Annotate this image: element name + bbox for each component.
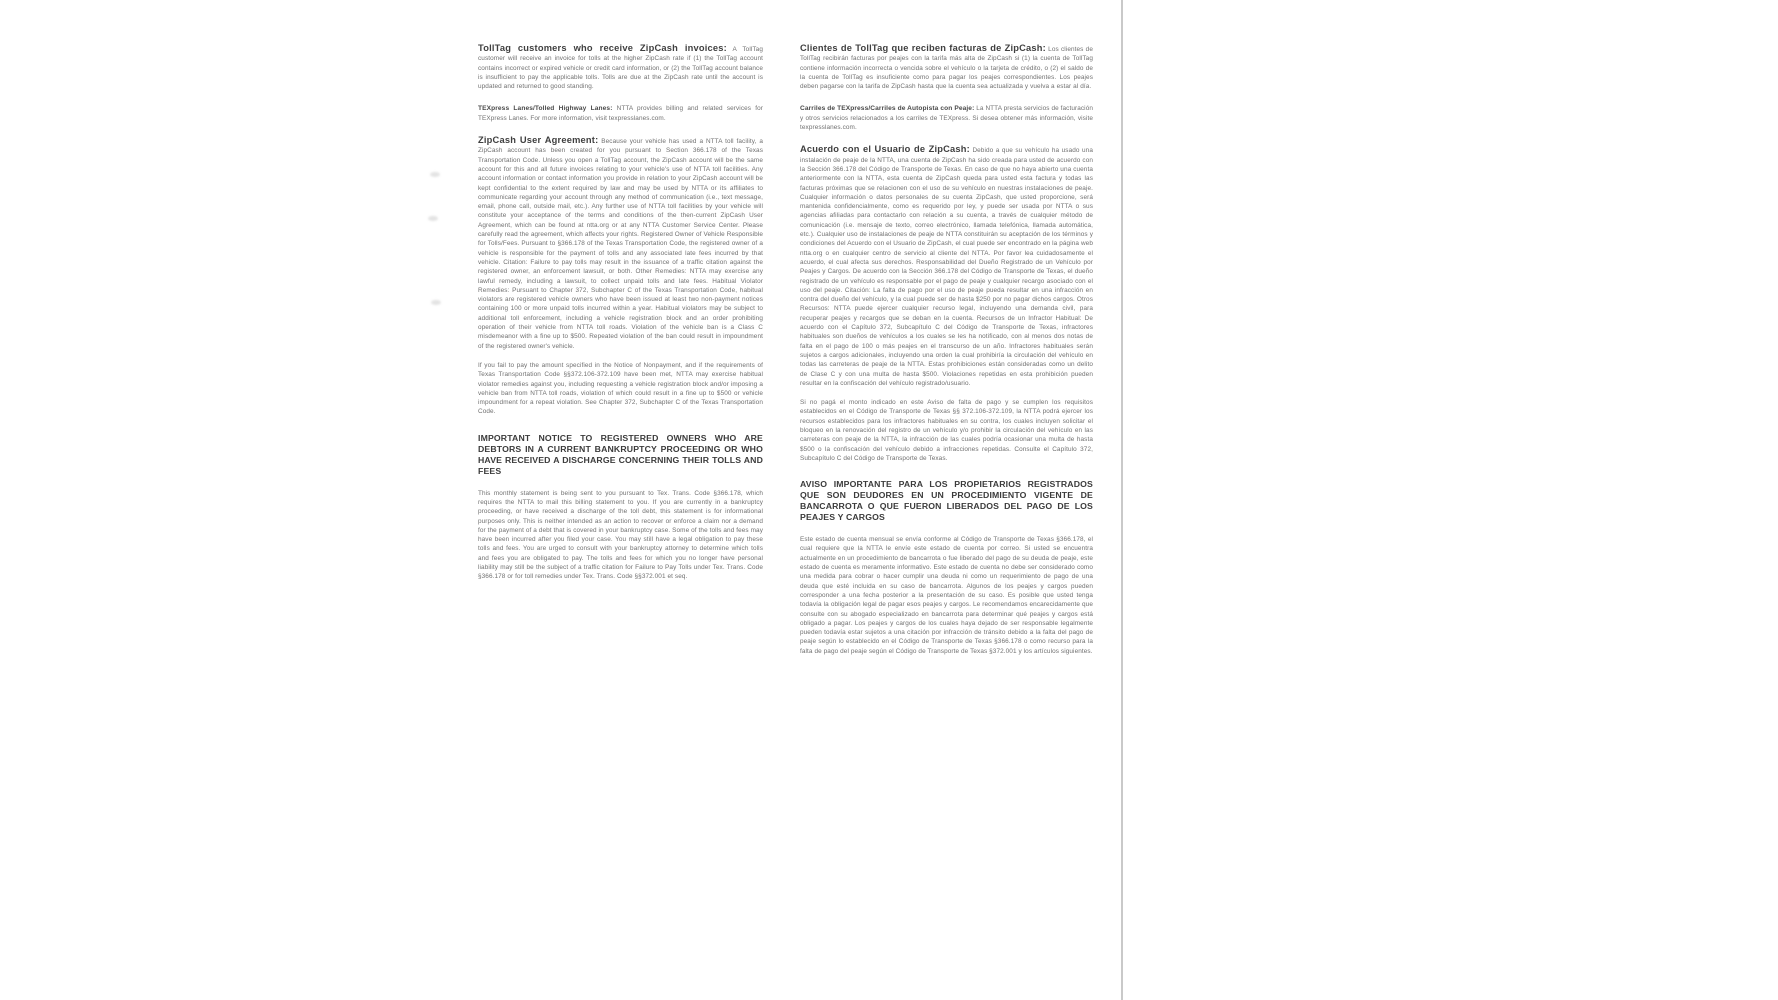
paragraph-bankruptcy-notice [478, 489, 763, 582]
paragraph-clientes-tolltag [800, 44, 1093, 91]
english-column [478, 44, 763, 592]
bankruptcy-notice-text: This monthly statement is being sent to you pursuant to Tex. Trans. Code §366.178, which requires the NTTA to mail this billing statement to you. If you are currently in a bankruptcy proceeding, or have received a discharge of the toll debt, this statement is for informational purposes only. This is neither intended as an action to recover or enforce a claim nor a demand for the payment of a debt that is covered in your bankruptcy case. Some of the tolls and fees may have been incurred after you filed your case. You may still have a legal obligation to pay these tolls and fees. You are urged to consult with your bankruptcy attorney to determine which tolls and fees you are obligated to pay. The tolls and fees for which you no longer have personal liability may still be the subject of a traffic citation for Failure to Pay Tolls under Tex. Trans. Code §366.178 or for toll remedies under Tex. Trans. Code §§372.001 et seq. [478, 489, 763, 581]
nonpayment-notice-text: If you fail to pay the amount specified in the Notice of Nonpayment, and if the requirements of Texas Transportation Code §§372.106-372.109 have been met, NTTA may exercise habitual violator remedies against you, including requesting a vehicle registration block and/or imposing a vehicle ban from NTTA toll roads, violation of which could result in a fine up to $500 or vehicle impoundment for a repeat violation. See Chapter 372, Subchapter C of the Texas Transportation Code. [478, 361, 763, 416]
paragraph-nonpayment-notice [478, 361, 763, 417]
paragraph-aviso-bancarrota [800, 535, 1093, 656]
texpress-lanes-heading: TEXpress Lanes/Tolled Highway Lanes: [478, 105, 613, 113]
tolltag-customers-heading: TollTag customers who receive ZipCash invoices: [478, 43, 727, 53]
scan-artifact [430, 172, 440, 177]
tolltag-customers-text: A TollTag customer will receive an invoice for tolls at the higher ZipCash rate if (1) the TollTag account contains incorrect or expired vehicle or credit card information, or (2) the TollTag account balance is insufficient to pay the applicable tolls. Tolls are due at the ZipCash rate until the account is updated and returned to good standing. [478, 46, 763, 91]
aviso-importante-heading: AVISO IMPORTANTE PARA LOS PROPIETARIOS REGISTRADOS QUE SON DEUDORES EN UN PROCEDIMIENTO VIGENTE DE BANCARROTA O QUE FUERON LIBERADOS DEL PAGO DE LOS PEAJES Y CARGOS [800, 479, 1093, 523]
aviso-falta-pago-text: Si no pagá el monto indicado en este Aviso de falta de pago y se cumplen los requisitos establecidos en el Código de Transporte de Texas §§ 372.106-372.109, la NTTA podrá ejercer los recursos establecidos para los infractores habituales en su contra, los cuales incluyen solicitar el bloqueo en la renovación del registro de un vehículo y/o prohibir la circulación del vehículo en las carreteras con peaje de la NTTA, la infracción de las cuales podría ocasionar una multa de hasta $500 o la confiscación del vehículo debido a infracciones repetidas. Consulte el Capítulo 372, Subcapítulo C del Código de Transporte de Texas. [800, 399, 1093, 462]
zipcash-agreement-text: Because your vehicle has used a NTTA toll facility, a ZipCash account has been created for you pursuant to Section 366.178 of the Texas Transportation Code. Unless you open a TollTag account, the ZipCash account will be the same account for this and all future invoices relating to your vehicle's use of NTTA toll facilities. Any account information or contact information you provide in relation to your ZipCash account will be kept confidential to the extent required by law and may be used by NTTA or its affiliates to communicate regarding your account through any method of communication (i.e., text message, email, phone call, outside mail, etc.). Any further use of NTTA toll facilities by your vehicle will constitute your acceptance of the terms and conditions of the then-current ZipCash User Agreement, which can be found at ntta.org or at any NTTA Customer Service Center. Please carefully read the agreement, which affects your rights. Registered Owner of Vehicle Responsible for Tolls/Fees. Pursuant to §366.178 of the Texas Transportation Code, the registered owner of a vehicle is responsible for the payment of tolls and any associated late fees incurred by that vehicle. Citation: Failure to pay tolls may result in the issuance of a traffic citation against the registered owner, an enforcement lawsuit, or both. Other Remedies: NTTA may exercise any lawful remedy, including a lawsuit, to collect unpaid tolls and late fees. Habitual Violator Remedies: Pursuant to Chapter 372, Subchapter C of the Texas Transportation Code, habitual violators are registered vehicle owners who have been issued at least two non-payment notices containing 100 or more unpaid tolls incurred within a year. Habitual violators may be subject to additional toll enforcement, including a vehicle registration block and an order prohibiting operation of their vehicle from NTTA toll roads. Violation of the vehicle ban is a Class C misdemeanor with a fine up to $500. Repeated violation of the ban could result in impoundment of the registered owner's vehicle. [478, 138, 763, 350]
paragraph-acuerdo-zipcash [800, 145, 1093, 388]
paragraph-carriles-texpress [800, 104, 1093, 132]
clientes-tolltag-heading: Clientes de TollTag que reciben facturas de ZipCash: [800, 43, 1046, 53]
scan-divider-line [1121, 0, 1123, 1000]
texpress-lanes-text: NTTA provides billing and related services for TEXpress Lanes. For more information, visit texpresslanes.com. [478, 105, 763, 122]
paragraph-aviso-falta-pago [800, 398, 1093, 463]
carriles-texpress-text: La NTTA presta servicios de facturación y otros servicios relacionados a los carriles de TEXpress. Si desea obtener más información, visite texpresslanes.com. [800, 105, 1094, 132]
important-notice-heading: IMPORTANT NOTICE TO REGISTERED OWNERS WHO ARE DEBTORS IN A CURRENT BANKRUPTCY PROCEEDING OR WHO HAVE RECEIVED A DISCHARGE CONCERNING THEIR TOLLS AND FEES [478, 432, 763, 476]
paragraph-tolltag-customers [478, 44, 763, 91]
carriles-texpress-heading: Carriles de TEXpress/Carriles de Autopista con Peaje: [800, 105, 975, 113]
clientes-tolltag-text: Los clientes de TollTag recibirán facturas por peajes con la tarifa más alta de ZipCash si (1) la cuenta de TollTag contiene información incorrecta o vencida sobre el vehículo o la tarjeta de crédito, o (2) el saldo de la cuenta de TollTag es insuficiente como para pagar los peajes correspondientes. Los peajes deben pagarse con la tarifa de ZipCash hasta que la cuenta sea actualizada y vuelva a estar al día. [800, 46, 1093, 91]
paragraph-zipcash-agreement [478, 136, 763, 351]
zipcash-agreement-heading: ZipCash User Agreement: [478, 135, 599, 146]
acuerdo-zipcash-text: Debido a que su vehículo ha usado una instalación de peaje de la NTTA, una cuenta de ZipCash ha sido creada para usted de acuerdo con la Sección 366.178 del Código de Transporte de Texas. En caso de que no haya abierto una cuenta anteriormente con la NTTA, esta cuenta de ZipCash queda para usted esta factura y todas las facturas próximas que se relacionen con el uso de su vehículo en nuestras instalaciones de peaje. Cualquier información o datos personales de su cuenta ZipCash, que usted proporcione, será mantenida confidencialmente, como es requerido por ley, y puede ser usada por NTTA o sus agencias afiliadas para contactarlo con relación a su cuenta, a través de cualquier método de comunicación (i.e. mensaje de texto, correo electrónico, llamada telefónica, llamada automática, etc.). Cualquier uso de instalaciones de peaje de NTTA constituirán su aceptación de los términos y condiciones del Acuerdo con el Usuario de ZipCash, el cual puede ser encontrado en la página web ntta.org o en cualquier centro de servicio al cliente del NTTA. Por favor lea cuidadosamente el acuerdo, el cual afecta sus derechos. Responsabilidad del Dueño Registrado de un Vehículo por Peajes y Cargos. De acuerdo con la Sección 366.178 del Código de Transporte de Texas, el dueño registrado de un vehículo es responsable por el pago de peaje y cualquier recargo asociado con el uso del peaje. Citación: La falta de pago por el uso de peaje pueda resultar en una infracción en contra del dueño del vehículo, y la cual puede ser de hasta $250 por no pagar dichos cargos. Otros Recursos: NTTA puede ejercer cualquier recurso legal, incluyendo una demanda civil, para recuperar peajes y recargos que se deban en la cuenta. Recursos de un Infractor Habitual: De acuerdo con el Capítulo 372, Subcapítulo C del Código de Transporte de Texas, infractores habituales son dueños de vehículos a los cuales se les ha notificado, con al menos dos notas de falta en el pago de 100 o más peajes en el transcurso de un año. Infractores habituales serán sujetos a cargos adicionales, incluyendo una orden la cual prohibiría la circulación del vehículo en todas las carreteras de peaje de la NTTA. Estas prohibiciones están consideradas como un delito de Clase C y con una multa de hasta $500. Violaciones repetidas en esta prohibición pueden resultar en la confiscación del vehículo registrado/usuario. [800, 147, 1093, 387]
scan-artifact [431, 300, 441, 305]
acuerdo-zipcash-heading: Acuerdo con el Usuario de ZipCash: [800, 144, 970, 155]
scan-artifact [428, 216, 438, 221]
paragraph-texpress-lanes [478, 104, 763, 123]
spanish-column [800, 44, 1093, 666]
aviso-bancarrota-text: Este estado de cuenta mensual se envía conforme al Código de Transporte de Texas §366.178, el cual requiere que la NTTA le envíe este estado de cuenta por correo. Si usted se encuentra actualmente en un procedimiento de bancarrota o fue liberado del pago de su deuda de peaje, este estado de cuenta es meramente informativo. Este estado de cuenta no debe ser considerado como una medida para cobrar o hacer cumplir una deuda ni como un requerimiento de pago de una deuda que esté incluida en su caso de bancarrota. Algunos de los peajes y cargos pueden corresponder a una fecha posterior a la presentación de su caso. Es posible que usted tenga todavía la obligación legal de pagar esos peajes y cargos. Le recomendamos encarecidamente que consulte con su abogado especializado en bancarrota para determinar qué peajes y cargos está obligado a pagar. Los peajes y cargos de los cuales haya dejado de ser responsable legalmente pueden todavía estar sujetos a una citación por infracción de tránsito debido a la falta del pago de peaje según lo establecido en el Código de Transporte de Texas §366.178 o como recurso para la falta de pago del peaje según el Código de Transporte de Texas §372.001 y los artículos siguientes. [800, 536, 1093, 655]
